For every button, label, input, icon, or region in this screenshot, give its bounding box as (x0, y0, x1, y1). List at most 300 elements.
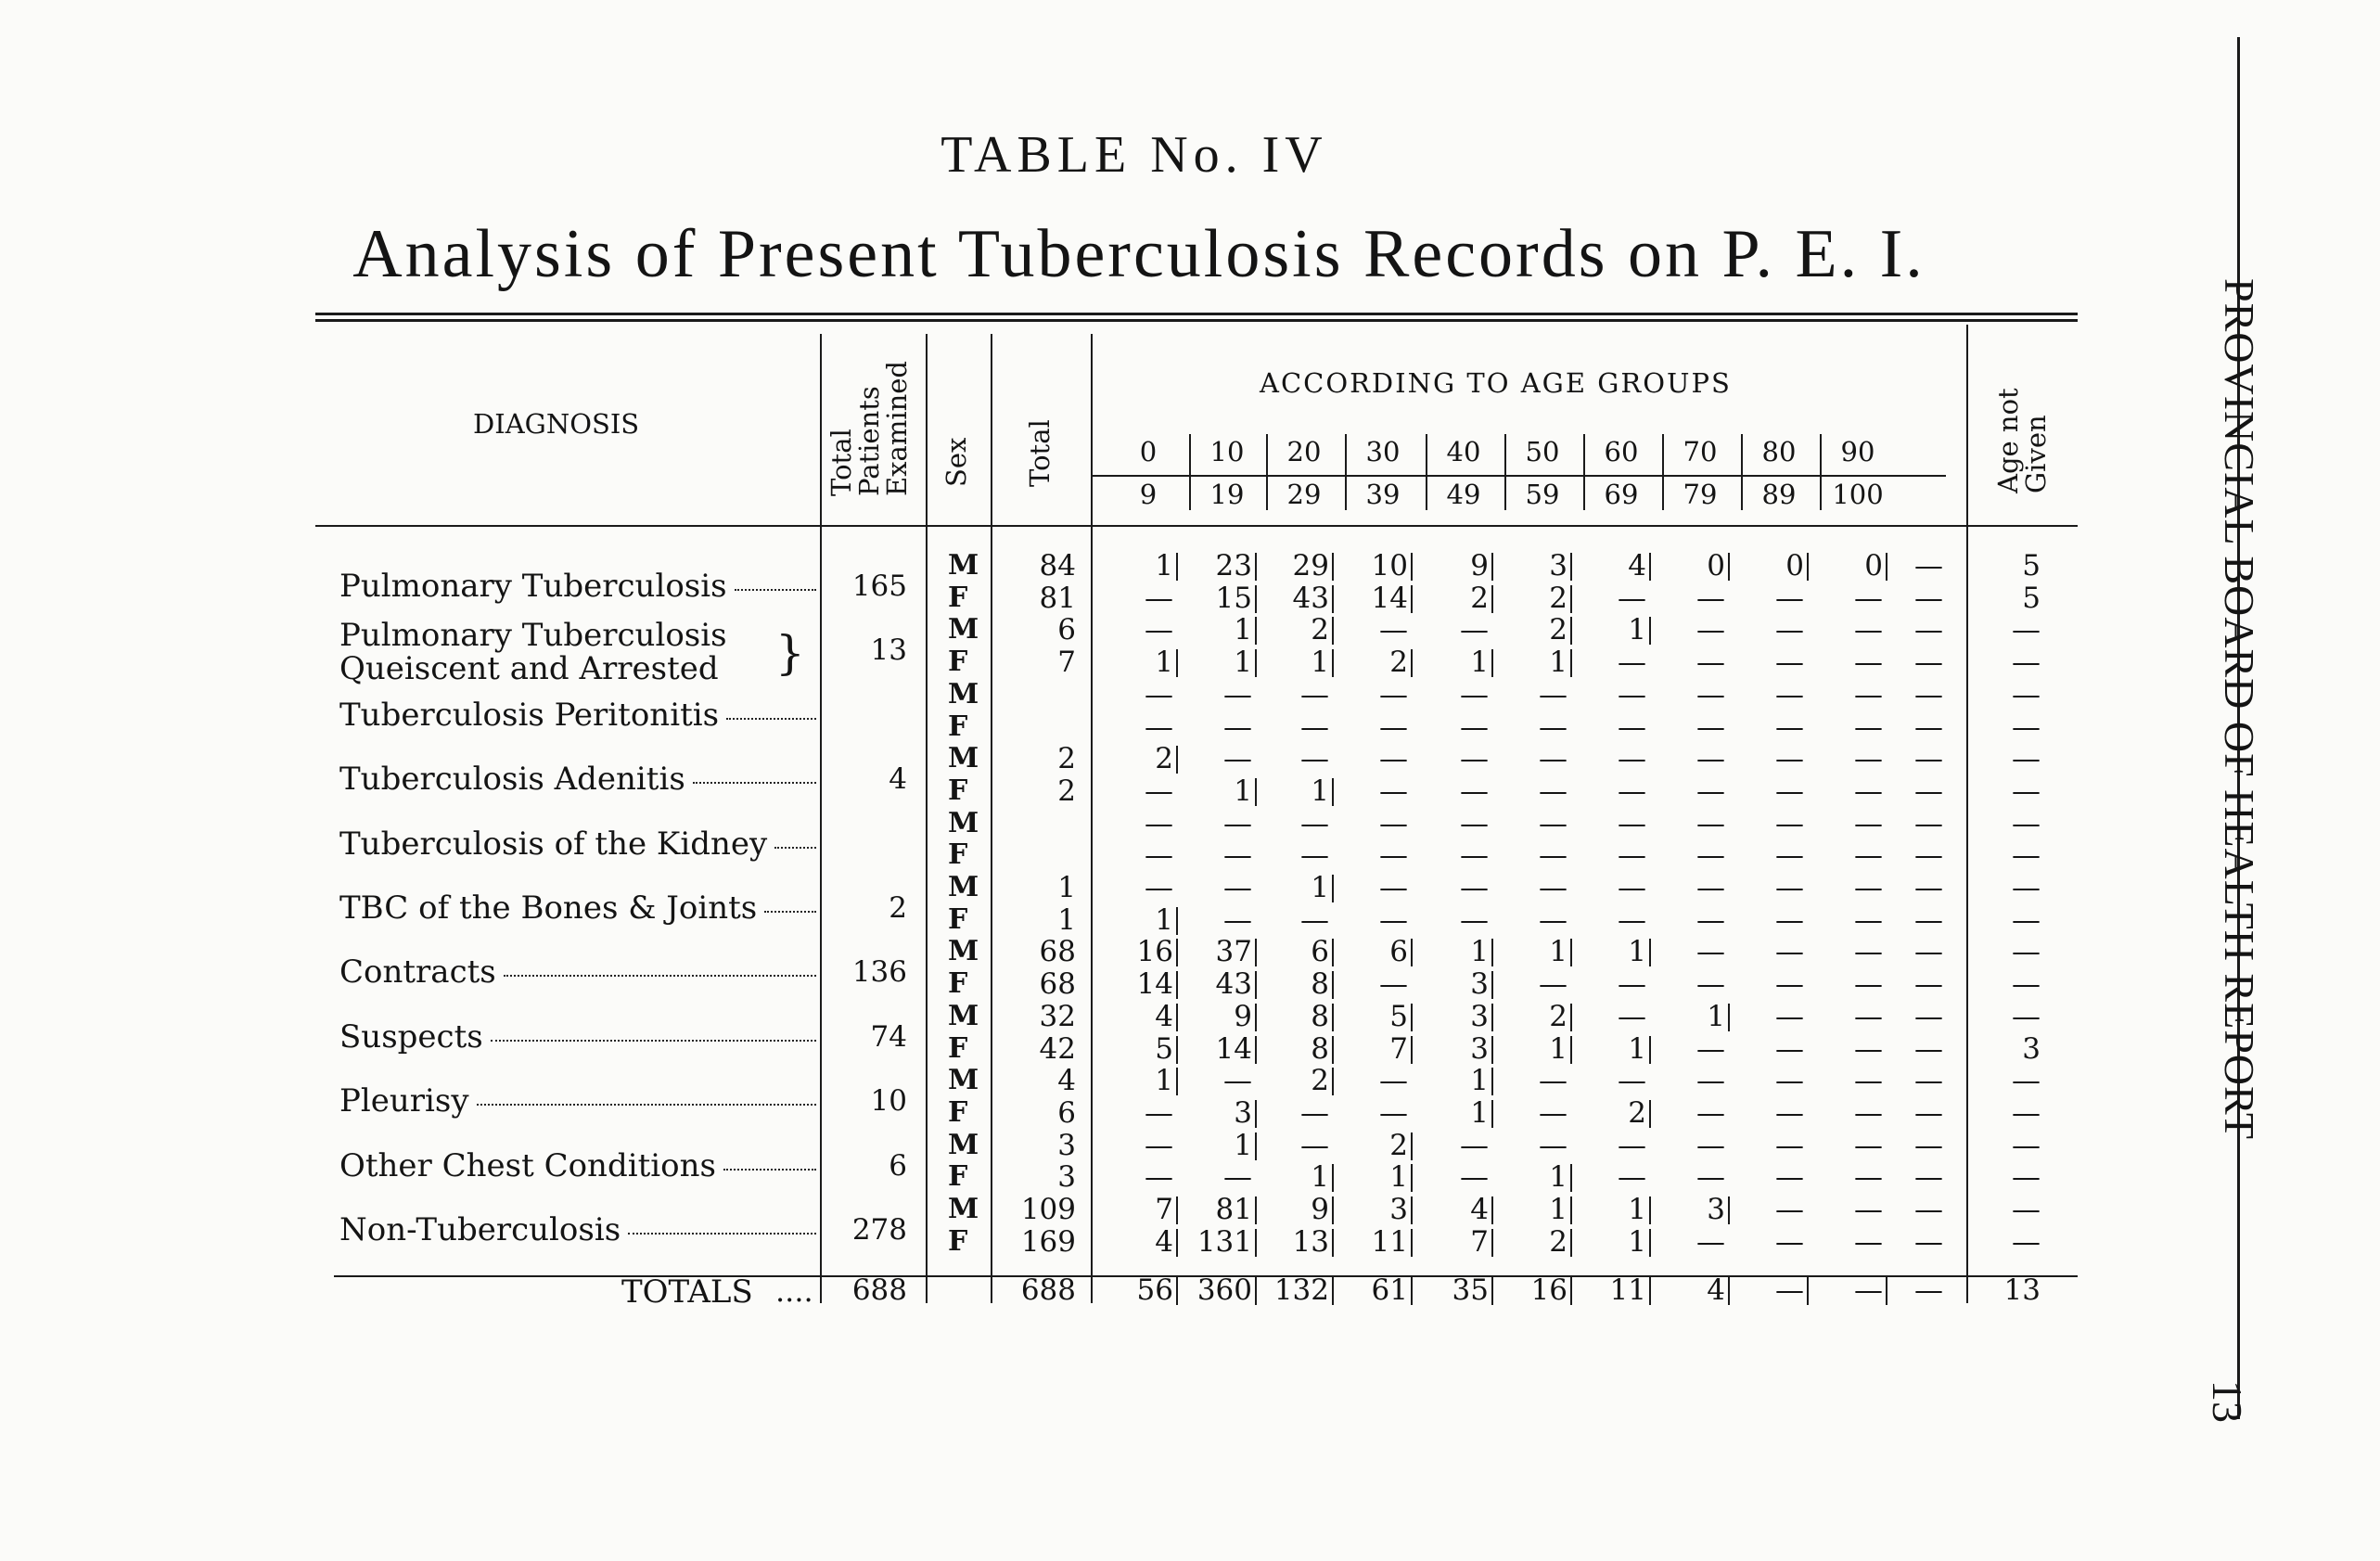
cell-tick (1332, 553, 1334, 581)
age-cell: — (1775, 1193, 1804, 1226)
row-total: 81 (1039, 581, 1076, 615)
age-cell: 3 (1234, 1095, 1252, 1130)
cell-tick (1332, 1277, 1334, 1305)
age-cell: — (1775, 1160, 1804, 1195)
age-cell: — (1854, 1224, 1883, 1259)
side-header: PROVINCIAL BOARD OF HEALTH REPORT (2216, 278, 2263, 1141)
diagnosis-label: Tuberculosis of the Kidney (339, 825, 816, 863)
age-cell: — (1539, 1095, 1567, 1130)
age-cell: — (1854, 871, 1883, 904)
total-patients-value: 74 (870, 1019, 907, 1054)
age-cell: — (1460, 871, 1489, 904)
age-cell: 7 (1155, 1193, 1173, 1226)
age-cell: — (1914, 677, 1943, 711)
age-cell: — (1145, 806, 1173, 840)
cell-tick (1807, 1277, 1809, 1305)
age-cell: 29 (1292, 549, 1329, 582)
age-cell: 1 (1707, 999, 1725, 1033)
age-cell: — (1854, 613, 1883, 647)
age-col-tick (1345, 434, 1347, 510)
cell-tick (1255, 617, 1257, 645)
age-cell: — (1854, 1064, 1883, 1098)
cell-tick (1570, 553, 1572, 581)
age-cell: — (1696, 1128, 1725, 1162)
age-cell: 1 (1155, 902, 1173, 937)
age-not-given-value: 3 (2022, 1031, 2041, 1066)
age-cell: — (1696, 902, 1725, 937)
age-cell: 1 (1234, 646, 1252, 680)
age-cell: — (1775, 871, 1804, 904)
age-cell: — (1914, 1095, 1943, 1130)
age-cell: — (1775, 742, 1804, 776)
age-cell: — (1379, 1095, 1408, 1130)
cell-tick (1570, 1196, 1572, 1224)
age-to-label: 100 (1832, 479, 1884, 510)
age-cell: — (1539, 710, 1567, 744)
dot-leader (628, 1233, 816, 1235)
age-cell: — (1914, 999, 1943, 1033)
age-cell: 2 (1311, 1064, 1329, 1098)
age-cell: 11 (1371, 1224, 1408, 1259)
cell-tick (1411, 553, 1413, 581)
age-cell: 2 (1389, 646, 1408, 680)
age-cell: 1 (1234, 774, 1252, 808)
cell-tick (1332, 778, 1334, 806)
sex-value: F (948, 646, 968, 679)
cell-tick (1255, 649, 1257, 677)
age-cell: 6 (1389, 935, 1408, 969)
age-cell: — (1618, 646, 1646, 680)
row-total: 7 (1057, 646, 1076, 680)
age-cell: — (1460, 1160, 1489, 1195)
age-cell: — (1618, 999, 1646, 1033)
age-cell: — (1618, 1128, 1646, 1162)
row-total: 3 (1057, 1128, 1076, 1162)
sex-value: F (948, 1224, 968, 1258)
diagnosis-label-line2: Queiscent and Arrested (339, 650, 719, 688)
cell-tick (1570, 1004, 1572, 1031)
age-cell: — (1618, 742, 1646, 776)
row-total: 68 (1039, 967, 1076, 1002)
row-total: 4 (1057, 1064, 1076, 1098)
age-cell: — (1618, 838, 1646, 873)
cell-tick (1491, 1068, 1493, 1095)
cell-tick (1255, 1229, 1257, 1257)
totals-age-cell: 16 (1530, 1273, 1567, 1307)
age-from-label: 70 (1683, 436, 1718, 467)
cell-tick (1332, 1004, 1334, 1031)
age-cell: — (1775, 677, 1804, 711)
age-cell: — (1775, 999, 1804, 1033)
age-not-given-header: Age not Given (1992, 388, 2052, 493)
diagnosis-label: Tuberculosis Peritonitis (339, 697, 816, 734)
cell-tick (1176, 1004, 1178, 1031)
diagnosis-label: Contracts (339, 953, 816, 991)
totals-age-cell: 132 (1273, 1273, 1329, 1307)
age-to-label: 49 (1446, 479, 1481, 510)
cell-tick (1411, 1004, 1413, 1031)
age-cell: — (1618, 1160, 1646, 1195)
cell-tick (1176, 1036, 1178, 1064)
sex-value: M (948, 742, 979, 775)
sex-value: M (948, 1128, 979, 1161)
totals-label: TOTALS (621, 1273, 753, 1311)
age-cell: — (1539, 1064, 1567, 1098)
age-cell: — (1460, 742, 1489, 776)
age-cell: 13 (1292, 1224, 1329, 1259)
age-cell: 5 (1389, 999, 1408, 1033)
age-cell: 2 (1470, 581, 1489, 615)
sex-value: M (948, 1193, 979, 1225)
cell-tick (1649, 1036, 1651, 1064)
cell-tick (1491, 1100, 1493, 1128)
cell-tick (1411, 1132, 1413, 1160)
diagnosis-label: Suspects (339, 1018, 816, 1056)
col-divider (991, 334, 992, 1303)
age-cell: — (1775, 710, 1804, 744)
cell-tick (1728, 553, 1730, 581)
totals-leader: .... (775, 1273, 813, 1309)
col-divider (926, 334, 928, 1303)
age-cell: — (1696, 838, 1725, 873)
row-total: 6 (1057, 1095, 1076, 1130)
col-divider (1966, 325, 1968, 1303)
age-cell: — (1696, 1160, 1725, 1195)
total-header: Total (1024, 419, 1056, 487)
age-to-label: 39 (1365, 479, 1401, 510)
age-col-tick (1820, 434, 1822, 510)
dot-leader (774, 847, 816, 849)
cell-tick (1255, 1196, 1257, 1224)
totals-total: 688 (1020, 1273, 1076, 1307)
age-cell: — (1775, 1064, 1804, 1098)
cell-tick (1332, 1068, 1334, 1095)
age-from-label: 40 (1446, 436, 1481, 467)
age-cell: — (1145, 613, 1173, 647)
top-rule-2 (315, 319, 2078, 322)
age-cell: 9 (1470, 549, 1489, 582)
sex-value: M (948, 1064, 979, 1097)
age-cell: 4 (1155, 1224, 1173, 1259)
age-cell: — (1379, 871, 1408, 904)
age-cell: — (1539, 902, 1567, 937)
age-cell: — (1854, 838, 1883, 873)
age-to-label: 9 (1139, 479, 1158, 510)
age-cell: — (1696, 967, 1725, 1002)
age-cell: — (1854, 1031, 1883, 1066)
age-cell: — (1460, 1128, 1489, 1162)
age-not-given-value: — (2012, 1224, 2041, 1259)
age-cell: — (1460, 902, 1489, 937)
diagnosis-label: Tuberculosis Adenitis (339, 761, 816, 798)
age-cell: 3 (1470, 1031, 1489, 1066)
sex-header: Sex (940, 437, 972, 487)
age-cell: 7 (1470, 1224, 1489, 1259)
cell-tick (1255, 1036, 1257, 1064)
age-cell: — (1539, 871, 1567, 904)
age-cell: — (1854, 742, 1883, 776)
age-cell: — (1775, 838, 1804, 873)
sex-value: F (948, 967, 968, 1001)
age-cell: — (1914, 1224, 1943, 1259)
age-col-tick (1504, 434, 1506, 510)
age-not-given-value: — (2012, 774, 2041, 808)
cell-tick (1332, 875, 1334, 902)
age-cell: — (1914, 902, 1943, 937)
age-cell: — (1854, 646, 1883, 680)
age-cell: 2 (1549, 1224, 1567, 1259)
cell-tick (1649, 617, 1651, 645)
cell-tick (1332, 585, 1334, 613)
age-cell: 1 (1628, 1224, 1646, 1259)
sex-value: M (948, 935, 979, 968)
age-cell: 6 (1311, 935, 1329, 969)
age-cell: 3 (1707, 1193, 1725, 1226)
age-cell: — (1145, 710, 1173, 744)
age-cell: 1 (1628, 613, 1646, 647)
age-cell: — (1145, 774, 1173, 808)
age-cell: — (1775, 1224, 1804, 1259)
age-cell: — (1379, 967, 1408, 1002)
cell-tick (1332, 1229, 1334, 1257)
age-cell: — (1300, 1128, 1329, 1162)
cell-tick (1255, 939, 1257, 966)
age-cell: 1 (1155, 646, 1173, 680)
age-cell: — (1618, 806, 1646, 840)
age-cell: — (1775, 902, 1804, 937)
age-cell: — (1854, 1160, 1883, 1195)
age-cell: — (1379, 838, 1408, 873)
cell-tick (1491, 553, 1493, 581)
age-cell: — (1914, 549, 1943, 582)
age-cell: 1 (1549, 646, 1567, 680)
age-cell: 1 (1470, 935, 1489, 969)
age-cell: 1 (1549, 1160, 1567, 1195)
cell-tick (1255, 585, 1257, 613)
age-cell: — (1914, 871, 1943, 904)
age-not-given-value: — (2012, 1128, 2041, 1162)
age-cell: 2 (1628, 1095, 1646, 1130)
cell-tick (1176, 907, 1178, 935)
cell-tick (1255, 553, 1257, 581)
age-cell: 10 (1371, 549, 1408, 582)
age-cell: — (1379, 774, 1408, 808)
row-total: 84 (1039, 549, 1076, 582)
sex-value: F (948, 1160, 968, 1194)
sex-value: F (948, 1031, 968, 1065)
age-cell: — (1914, 1031, 1943, 1066)
age-cell: 81 (1215, 1193, 1252, 1226)
age-col-tick (1662, 434, 1664, 510)
age-cell: — (1854, 967, 1883, 1002)
age-cell: — (1460, 710, 1489, 744)
age-cell: — (1618, 871, 1646, 904)
cell-tick (1570, 1036, 1572, 1064)
age-cell: 8 (1311, 999, 1329, 1033)
age-cell: — (1460, 838, 1489, 873)
cell-tick (1491, 1277, 1493, 1305)
sex-value: F (948, 774, 968, 807)
age-not-given-value: — (2012, 902, 2041, 937)
total-patients-value: 4 (889, 762, 907, 797)
age-col-tick (1741, 434, 1743, 510)
cell-tick (1332, 1036, 1334, 1064)
age-cell: 8 (1311, 967, 1329, 1002)
age-cell: 5 (1155, 1031, 1173, 1066)
age-cell: 14 (1215, 1031, 1252, 1066)
age-cell: 43 (1215, 967, 1252, 1002)
row-total: 109 (1020, 1193, 1076, 1226)
age-cell: 9 (1234, 999, 1252, 1033)
row-total: 2 (1057, 774, 1076, 808)
sex-value: F (948, 581, 968, 614)
age-cell: 1 (1470, 1064, 1489, 1098)
age-cell: — (1914, 774, 1943, 808)
age-from-label: 0 (1139, 436, 1158, 467)
age-not-given-value: — (2012, 646, 2041, 680)
age-not-given-value: — (2012, 967, 2041, 1002)
sex-value: F (948, 838, 968, 872)
age-cell: — (1696, 935, 1725, 969)
cell-tick (1255, 1100, 1257, 1128)
brace: } (775, 626, 805, 681)
age-cell: — (1775, 806, 1804, 840)
age-cell: — (1223, 1160, 1252, 1195)
totals-age-cell: 4 (1707, 1273, 1725, 1307)
age-cell: — (1775, 646, 1804, 680)
total-patients-value: 278 (851, 1213, 907, 1247)
total-patients-value: 6 (889, 1148, 907, 1183)
age-groups-header: ACCORDING TO AGE GROUPS (1260, 367, 1732, 399)
age-cell: — (1539, 806, 1567, 840)
age-cell: — (1914, 1193, 1943, 1226)
age-cell: 2 (1549, 581, 1567, 615)
cell-tick (1332, 1164, 1334, 1192)
dot-leader (693, 782, 816, 784)
age-cell: 3 (1470, 967, 1489, 1002)
cell-tick (1570, 649, 1572, 677)
age-cell: 1 (1628, 935, 1646, 969)
sex-value: M (948, 613, 979, 646)
age-cell: — (1854, 774, 1883, 808)
age-cell: — (1300, 838, 1329, 873)
cell-tick (1649, 1229, 1651, 1257)
cell-tick (1491, 1229, 1493, 1257)
age-not-given-value: — (2012, 613, 2041, 647)
age-cell: — (1300, 806, 1329, 840)
age-cell: — (1775, 935, 1804, 969)
totals-age-cell: — (1775, 1273, 1804, 1307)
cell-tick (1491, 1004, 1493, 1031)
age-cell: 14 (1136, 967, 1173, 1002)
age-cell: 3 (1470, 999, 1489, 1033)
age-cell: — (1379, 806, 1408, 840)
cell-tick (1332, 971, 1334, 999)
age-cell: — (1914, 710, 1943, 744)
age-cell: — (1379, 1064, 1408, 1098)
age-to-label: 69 (1604, 479, 1639, 510)
cell-tick (1570, 585, 1572, 613)
age-cell: 0 (1707, 549, 1725, 582)
cell-tick (1332, 1196, 1334, 1224)
age-cell: — (1223, 710, 1252, 744)
age-cell: 1 (1628, 1193, 1646, 1226)
age-not-given-value: 5 (2022, 581, 2041, 615)
age-cell: — (1223, 871, 1252, 904)
age-cell: — (1775, 1031, 1804, 1066)
age-cell: 1 (1155, 1064, 1173, 1098)
table-label: TABLE No. IV (940, 126, 1328, 184)
age-cell: — (1696, 581, 1725, 615)
cell-tick (1411, 1196, 1413, 1224)
cell-tick (1411, 1229, 1413, 1257)
age-cell: 3 (1549, 549, 1567, 582)
age-not-given-value: — (2012, 806, 2041, 840)
cell-tick (1176, 971, 1178, 999)
age-cell: — (1775, 774, 1804, 808)
row-total: 32 (1039, 999, 1076, 1033)
age-not-given-value: — (2012, 935, 2041, 969)
cell-tick (1411, 939, 1413, 966)
age-cell: 15 (1215, 581, 1252, 615)
age-from-label: 20 (1286, 436, 1322, 467)
age-not-given-value: — (2012, 1095, 2041, 1130)
age-cell: 0 (1785, 549, 1804, 582)
age-cell: 8 (1311, 1031, 1329, 1066)
sex-value: F (948, 1095, 968, 1129)
age-col-tick (1583, 434, 1585, 510)
age-cell: 23 (1215, 549, 1252, 582)
cell-tick (1570, 1164, 1572, 1192)
cell-tick (1176, 939, 1178, 966)
age-cell: — (1696, 774, 1725, 808)
age-cell: — (1618, 710, 1646, 744)
totals-age-cell: 61 (1371, 1273, 1408, 1307)
age-cell: — (1696, 1064, 1725, 1098)
age-cell: — (1854, 902, 1883, 937)
cell-tick (1255, 1277, 1257, 1305)
age-cell: 1 (1234, 613, 1252, 647)
cell-tick (1491, 971, 1493, 999)
top-rule (315, 313, 2078, 315)
age-cell: — (1914, 806, 1943, 840)
age-cell: — (1379, 742, 1408, 776)
age-from-label: 90 (1840, 436, 1875, 467)
col-divider (1091, 334, 1093, 1303)
age-cell: — (1223, 742, 1252, 776)
age-col-tick (1266, 434, 1268, 510)
sex-value: M (948, 999, 979, 1032)
age-not-given-value: — (2012, 999, 2041, 1033)
diagnosis-label: Other Chest Conditions (339, 1147, 816, 1184)
cell-tick (1649, 553, 1651, 581)
total-patients-value: 136 (851, 955, 907, 990)
cell-tick (1491, 649, 1493, 677)
age-cell: — (1914, 838, 1943, 873)
cell-tick (1649, 1277, 1651, 1305)
age-cell: 1 (1311, 774, 1329, 808)
age-cell: 14 (1371, 581, 1408, 615)
age-cell: 2 (1549, 613, 1567, 647)
row-total: 3 (1057, 1160, 1076, 1195)
age-cell: 2 (1549, 999, 1567, 1033)
age-cell: — (1854, 1128, 1883, 1162)
totals-patients: 688 (851, 1273, 907, 1307)
totals-age-cell: — (1914, 1273, 1943, 1307)
age-cell: 131 (1196, 1224, 1252, 1259)
age-cell: — (1696, 677, 1725, 711)
cell-tick (1332, 939, 1334, 966)
